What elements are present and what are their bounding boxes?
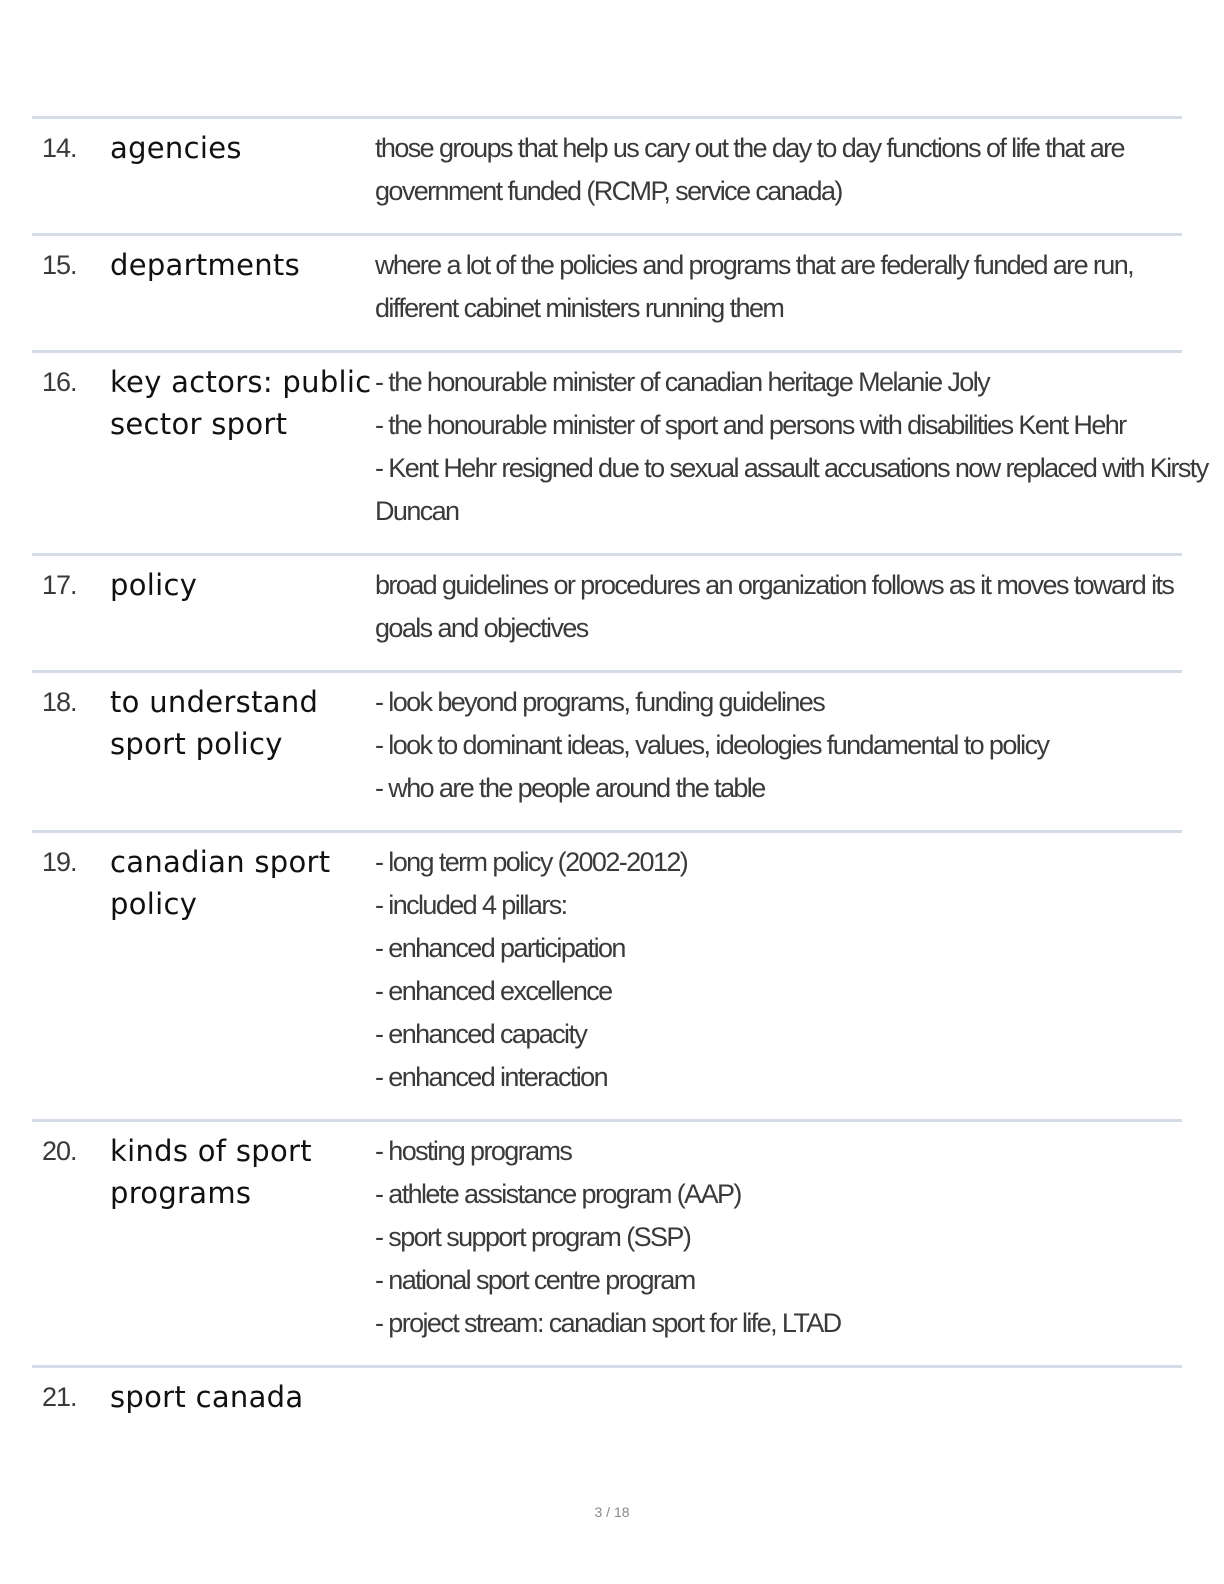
definition-line: - included 4 pillars:: [375, 890, 567, 920]
card-number: 14.: [42, 133, 77, 163]
card-number: 17.: [42, 570, 77, 600]
flashcard-row: [32, 233, 1182, 350]
definition-line: goals and objectives: [375, 613, 588, 643]
card-term: departments: [110, 248, 300, 282]
card-term: policy: [110, 568, 198, 602]
definition-line: different cabinet ministers running them: [375, 293, 784, 323]
card-definition: [375, 681, 1182, 810]
card-definition: [375, 1130, 1182, 1345]
definition-line: - who are the people around the table: [375, 773, 765, 803]
definition-line: - the honourable minister of canadian heritage Melanie Joly: [375, 367, 990, 397]
card-number: 20.: [42, 1136, 77, 1166]
definition-line: where a lot of the policies and programs that are federally funded are run,: [375, 250, 1134, 280]
flashcard-row: [32, 1365, 1182, 1439]
definition-line: - look to dominant ideas, values, ideologies fundamental to policy: [375, 730, 1049, 760]
card-term: agencies: [110, 131, 242, 165]
flashcard-row: [32, 350, 1208, 553]
definition-line: - long term policy (2002-2012): [375, 847, 688, 877]
card-definition: [375, 244, 1182, 330]
definition-line: broad guidelines or procedures an organization follows as it moves toward its: [375, 570, 1174, 600]
card-definition: [375, 841, 1182, 1099]
definition-line: - sport support program (SSP): [375, 1222, 691, 1252]
definition-line: - national sport centre program: [375, 1265, 695, 1295]
page-number: 3 / 18: [594, 1504, 630, 1520]
card-term: to understand sport policy: [110, 685, 319, 761]
card-term: kinds of sport programs: [110, 1134, 312, 1210]
card-number: 19.: [42, 847, 77, 877]
definition-line: Duncan: [375, 496, 459, 526]
card-term: canadian sport policy: [110, 845, 331, 921]
card-number: 18.: [42, 687, 77, 717]
definition-line: - project stream: canadian sport for life, LTAD: [375, 1308, 841, 1338]
card-definition: [375, 361, 1208, 533]
card-number: 15.: [42, 250, 77, 280]
card-definition: [375, 127, 1182, 213]
definition-line: - enhanced capacity: [375, 1019, 587, 1049]
card-number: 16.: [42, 367, 77, 397]
card-term: key actors: public sector sport: [110, 365, 372, 441]
flashcard-list: [32, 116, 1208, 1439]
card-number: 21.: [42, 1382, 77, 1412]
flashcard-row: [32, 553, 1182, 670]
flashcard-row: [32, 1119, 1182, 1365]
definition-line: - enhanced participation: [375, 933, 625, 963]
definition-line: - look beyond programs, funding guidelines: [375, 687, 825, 717]
definition-line: - the honourable minister of sport and persons with disabilities Kent Hehr: [375, 410, 1126, 440]
flashcard-row: [32, 670, 1182, 830]
flashcard-row: [32, 116, 1182, 233]
definition-line: - athlete assistance program (AAP): [375, 1179, 741, 1209]
definition-line: government funded (RCMP, service canada): [375, 176, 842, 206]
definition-line: - enhanced excellence: [375, 976, 612, 1006]
definition-line: those groups that help us cary out the day to day functions of life that are: [375, 133, 1124, 163]
definition-line: - Kent Hehr resigned due to sexual assault accusations now replaced with Kirsty: [375, 453, 1208, 483]
card-term: sport canada: [110, 1380, 304, 1414]
flashcard-row: [32, 830, 1182, 1119]
card-definition: [375, 564, 1182, 650]
definition-line: - enhanced interaction: [375, 1062, 607, 1092]
definition-line: - hosting programs: [375, 1136, 572, 1166]
